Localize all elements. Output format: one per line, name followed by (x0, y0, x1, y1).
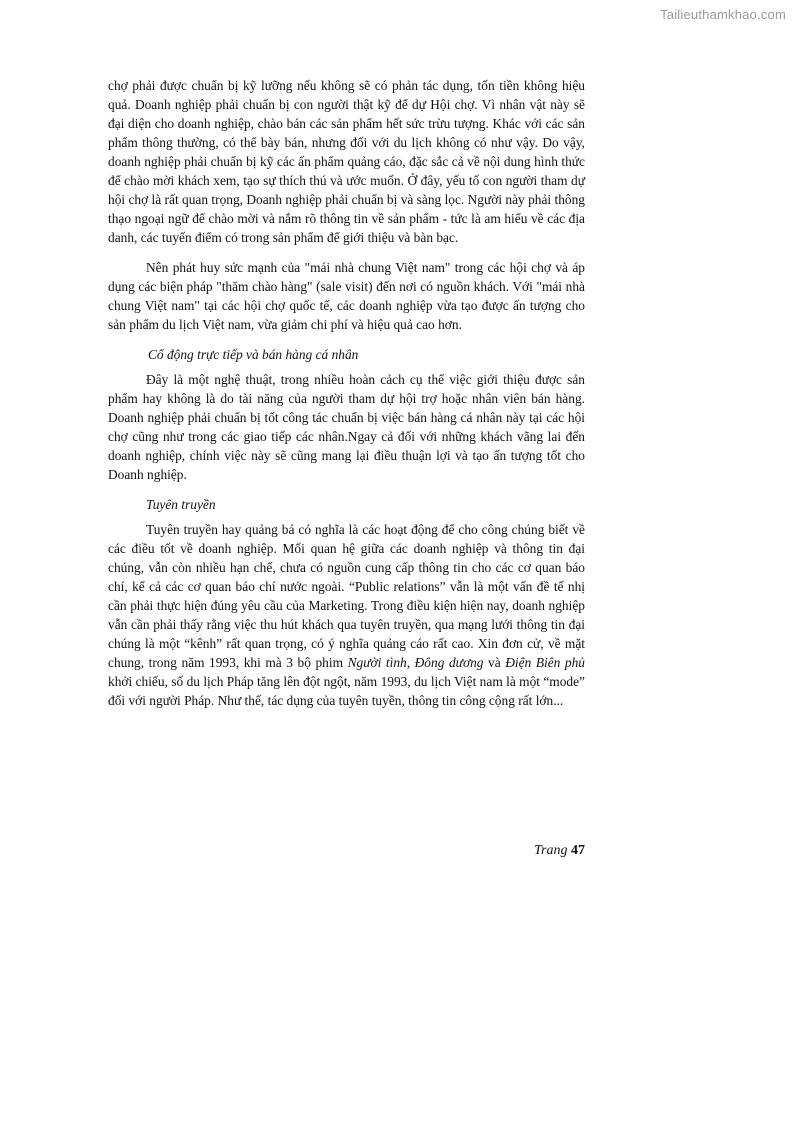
publicity-text-after: khởi chiếu, số du lịch Pháp tăng lên đột ngột, năm 1993, du lịch Việt nam là một “mode” đối với người Pháp. Như thế, tác dụng của tuyên tuyền, thông tin công cộng rất lớn... (108, 674, 585, 708)
page-body (108, 76, 585, 721)
publicity-text-and: và (483, 655, 506, 670)
watermark-text: Tailieuthamkhao.com (660, 7, 786, 22)
paragraph-trade-fair: chợ phải được chuẩn bị kỹ lưỡng nếu không sẽ có phản tác dụng, tốn tiền không hiệu quả. Doanh nghiệp phải chuẩn bị con người thật kỹ để dự Hội chợ. Vì nhân vật này sẽ đại diện cho doanh nghiệp, chào bán các sản phẩm hết sức trừu tượng. Khác với các sản phẩm thông thường, có thể bày bán, nhưng đối với du lịch không có như vậy. Do vậy, doanh nghiệp phải chuẩn bị kỹ các ấn phẩm quảng cáo, đặc sắc cả về nội dung hình thức để chào mời khách xem, tạo sự thích thú và ước muốn. Ở đây, yếu tố con người tham dự hội chợ là rất quan trọng, Doanh nghiệp phải chuẩn bị và sàng lọc. Người này phải thông thạo ngoại ngữ để chào mời và nắm rõ thông tin về sản phẩm - tức là am hiểu về các địa danh, các tuyến điểm có trong sản phẩm để giới thiệu và bàn bạc. (108, 78, 585, 245)
paragraph-publicity (108, 520, 585, 710)
publicity-text-before: Tuyên truyền hay quảng bá có nghĩa là các hoạt động để cho công chúng biết về các điều tốt về doanh nghiệp. Mối quan hệ giữa các doanh nghiệp và thông tin đại chúng, vẫn còn nhiều hạn chế, chưa có nguồn cung cấp thông tin cho các cơ quan báo chí, kể cả các cơ quan báo chí nước ngoài. “Public relations” vẫn là một vấn đề tế nhị cần phải thực hiện đúng yêu cầu của Marketing. Trong điều kiện hiện nay, doanh nghiệp vẫn cần phải thấy rằng việc thu hút khách qua tuyên truyền, qua mạng lưới thông tin đại chúng là một “kênh” rất quan trọng, có ý nghĩa quảng cáo rất cao. Xin đơn cử, về mặt chung, trong năm 1993, khi mà 3 bộ phim (108, 522, 585, 670)
page-number: 47 (571, 843, 585, 858)
paragraph-common-roof: Nên phát huy sức mạnh của "mái nhà chung Việt nam" trong các hội chợ và áp dụng các biện pháp "thăm chào hàng" (sale visit) đến nơi có nguồn khách. Với "mái nhà chung Việt nam" tại các hội chợ quốc tế, các doanh nghiệp vừa tạo được ấn tượng cho sản phẩm du lịch Việt nam, vừa giảm chi phí và hiệu quả cao hơn. (108, 260, 585, 332)
film-title-1: Người tình, Đông dương (347, 655, 484, 670)
paragraph-personal-selling: Đây là một nghệ thuật, trong nhiều hoàn cảch cụ thể việc giới thiệu được sản phẩm hay không là do tài năng của người tham dự hội trợ hoặc nhân viên bán hàng. Doanh nghiệp phải chuẩn bị tốt công tác chuẩn bị việc bán hàng cá nhân này tại các hội chợ cũng như trong các giao tiếp các nhân.Ngay cả đối với những khách vãng lai đến doanh nghiệp, chính việc này sẽ cũng mang lại điều thuận lợi và tạo ấn tượng tốt cho Doanh nghiệp. (108, 372, 585, 482)
page-label: Trang (534, 843, 568, 858)
heading-publicity: Tuyên truyền (146, 497, 216, 512)
film-title-2: Điện Biên phủ (505, 655, 585, 670)
heading-direct-promotion: Cổ động trực tiếp và bán hàng cá nhân (148, 347, 359, 362)
page-footer (534, 843, 585, 859)
